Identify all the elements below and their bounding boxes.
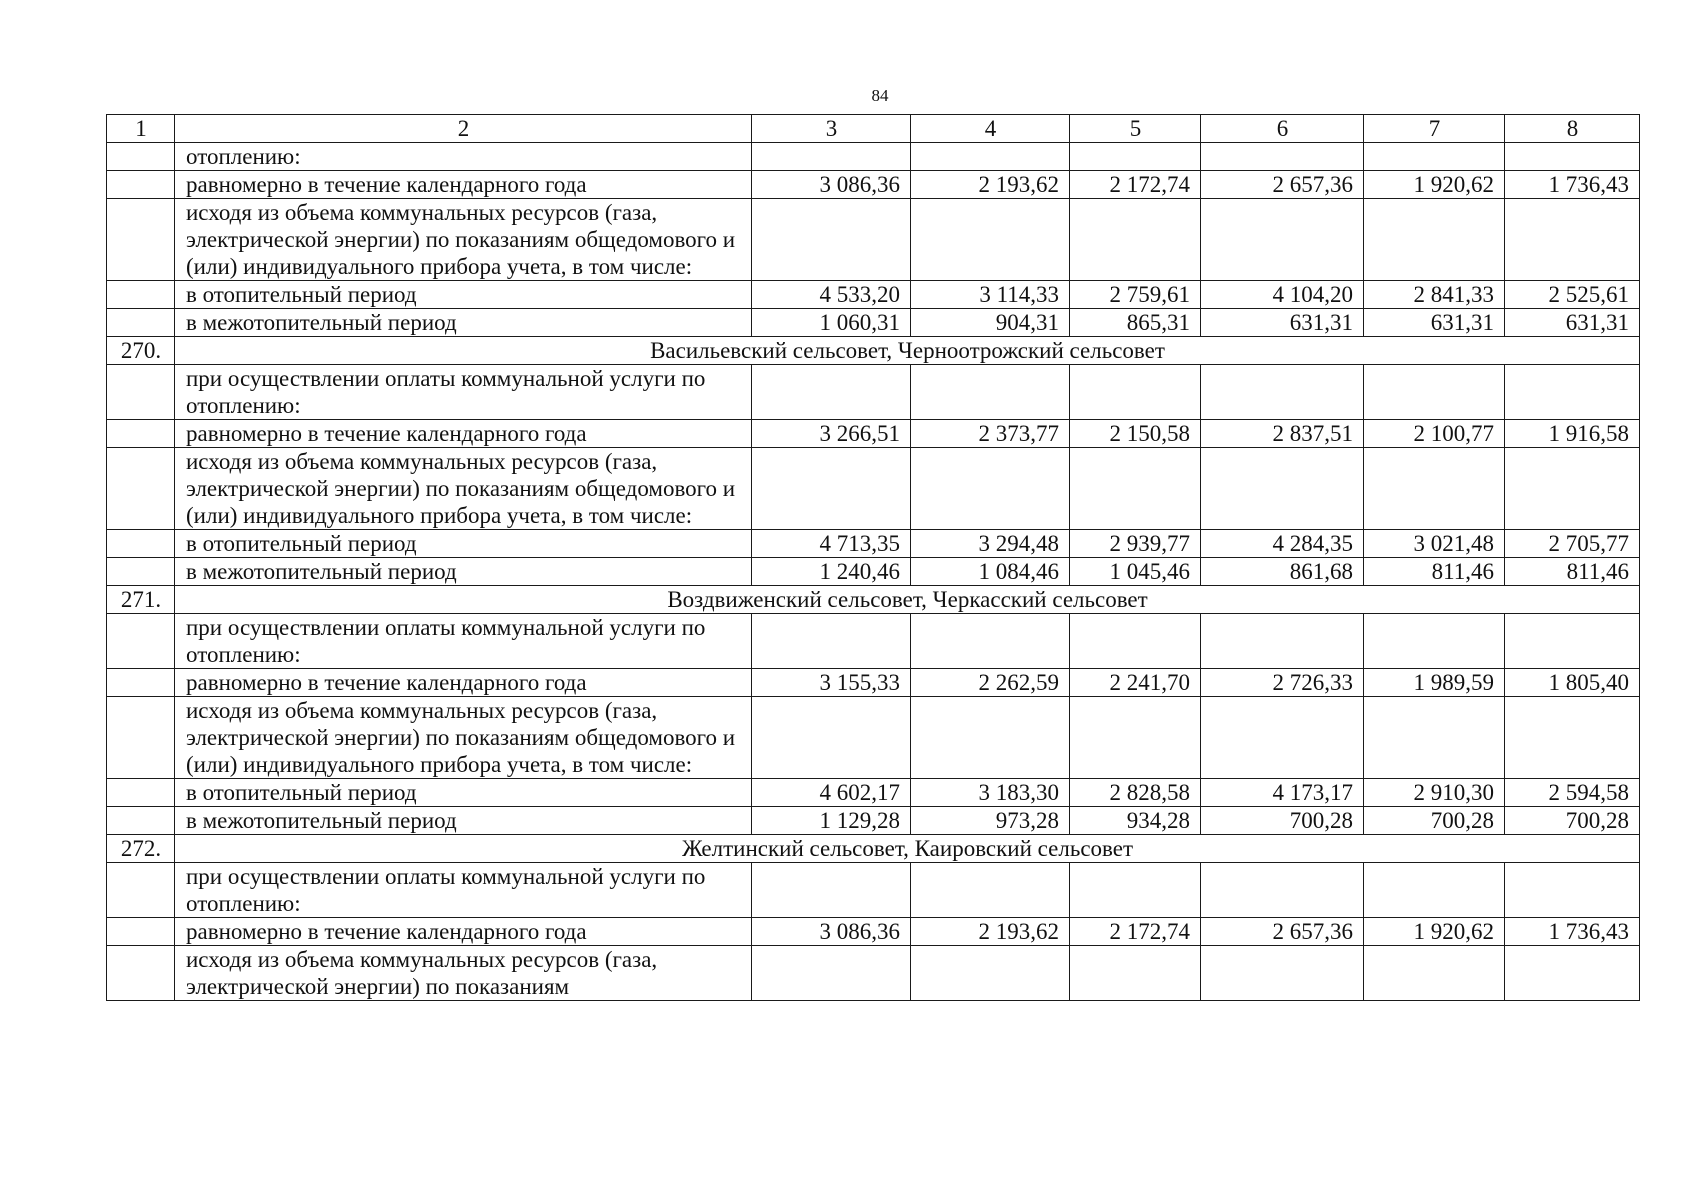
value-cell-col5: 865,31 [1070,309,1201,337]
table-row [107,779,1640,807]
column-header-5: 5 [1070,115,1201,143]
column-header-2: 2 [175,115,752,143]
value-cell-col5 [1070,946,1201,1001]
value-cell-col8 [1505,946,1640,1001]
value-cell-col7 [1364,697,1505,779]
group-row [107,835,1640,863]
header-row [107,115,1640,143]
row-number-cell [107,281,175,309]
value-cell-col6: 4 104,20 [1201,281,1364,309]
value-cell-col4 [911,614,1070,669]
row-description: в межотопительный период [175,309,752,337]
row-number-cell [107,420,175,448]
row-description: в отопительный период [175,530,752,558]
value-cell-col8: 1 736,43 [1505,918,1640,946]
value-cell-col6: 4 284,35 [1201,530,1364,558]
value-cell-col3: 4 713,35 [752,530,911,558]
column-header-7: 7 [1364,115,1505,143]
value-cell-col6: 861,68 [1201,558,1364,586]
table-row [107,614,1640,669]
value-cell-col4: 2 262,59 [911,669,1070,697]
value-cell-col7: 811,46 [1364,558,1505,586]
value-cell-col8 [1505,199,1640,281]
column-header-6: 6 [1201,115,1364,143]
value-cell-col7 [1364,946,1505,1001]
value-cell-col5: 2 172,74 [1070,171,1201,199]
table-row [107,420,1640,448]
value-cell-col6 [1201,863,1364,918]
row-number-cell [107,614,175,669]
value-cell-col5 [1070,863,1201,918]
row-number-cell [107,365,175,420]
value-cell-col4: 2 193,62 [911,918,1070,946]
value-cell-col7: 2 841,33 [1364,281,1505,309]
value-cell-col4: 2 193,62 [911,171,1070,199]
value-cell-col5: 2 150,58 [1070,420,1201,448]
row-description: исходя из объема коммунальных ресурсов (газа, электрической энергии) по показаниям [175,946,752,1001]
value-cell-col3: 3 266,51 [752,420,911,448]
value-cell-col7: 2 100,77 [1364,420,1505,448]
row-number-cell [107,171,175,199]
value-cell-col3 [752,199,911,281]
row-number-cell [107,863,175,918]
value-cell-col3 [752,143,911,171]
value-cell-col7 [1364,614,1505,669]
value-cell-col7: 1 920,62 [1364,171,1505,199]
row-number-cell [107,779,175,807]
value-cell-col3: 1 060,31 [752,309,911,337]
value-cell-col5 [1070,614,1201,669]
group-title: Желтинский сельсовет, Каировский сельсовет [175,835,1640,863]
value-cell-col4: 2 373,77 [911,420,1070,448]
value-cell-col7 [1364,448,1505,530]
value-cell-col6 [1201,946,1364,1001]
value-cell-col3: 3 155,33 [752,669,911,697]
value-cell-col5: 2 172,74 [1070,918,1201,946]
value-cell-col3: 4 533,20 [752,281,911,309]
value-cell-col8: 2 705,77 [1505,530,1640,558]
value-cell-col5: 1 045,46 [1070,558,1201,586]
value-cell-col4 [911,199,1070,281]
row-number-cell [107,946,175,1001]
row-number-cell: 270. [107,337,175,365]
value-cell-col6 [1201,614,1364,669]
value-cell-col3: 1 129,28 [752,807,911,835]
row-number-cell [107,558,175,586]
value-cell-col5: 2 241,70 [1070,669,1201,697]
row-description: при осуществлении оплаты коммунальной услуги по отоплению: [175,365,752,420]
value-cell-col4 [911,365,1070,420]
table-row [107,558,1640,586]
group-title: Васильевский сельсовет, Черноотрожский сельсовет [175,337,1640,365]
value-cell-col8: 2 525,61 [1505,281,1640,309]
value-cell-col5: 2 828,58 [1070,779,1201,807]
table-row [107,309,1640,337]
value-cell-col4: 973,28 [911,807,1070,835]
table-row [107,863,1640,918]
row-number-cell [107,807,175,835]
value-cell-col3: 4 602,17 [752,779,911,807]
value-cell-col6 [1201,143,1364,171]
value-cell-col4 [911,143,1070,171]
value-cell-col5: 2 759,61 [1070,281,1201,309]
value-cell-col6: 4 173,17 [1201,779,1364,807]
row-number-cell [107,309,175,337]
value-cell-col6: 2 657,36 [1201,171,1364,199]
value-cell-col3 [752,946,911,1001]
table-row [107,365,1640,420]
value-cell-col8 [1505,614,1640,669]
column-header-8: 8 [1505,115,1640,143]
row-description: равномерно в течение календарного года [175,669,752,697]
value-cell-col7: 1 989,59 [1364,669,1505,697]
table-row [107,918,1640,946]
row-description: исходя из объема коммунальных ресурсов (газа, электрической энергии) по показаниям общедомового и (или) индивидуального прибора учета, в том числе: [175,697,752,779]
column-header-4: 4 [911,115,1070,143]
row-description: исходя из объема коммунальных ресурсов (газа, электрической энергии) по показаниям общедомового и (или) индивидуального прибора учета, в том числе: [175,448,752,530]
value-cell-col5: 2 939,77 [1070,530,1201,558]
value-cell-col5 [1070,143,1201,171]
row-description: в межотопительный период [175,807,752,835]
value-cell-col7: 2 910,30 [1364,779,1505,807]
value-cell-col8 [1505,448,1640,530]
value-cell-col7 [1364,199,1505,281]
value-cell-col8 [1505,863,1640,918]
value-cell-col7 [1364,143,1505,171]
row-number-cell: 271. [107,586,175,614]
table-row [107,143,1640,171]
row-number-cell [107,448,175,530]
value-cell-col7: 700,28 [1364,807,1505,835]
value-cell-col8 [1505,365,1640,420]
value-cell-col3: 3 086,36 [752,918,911,946]
value-cell-col3: 1 240,46 [752,558,911,586]
value-cell-col6: 2 726,33 [1201,669,1364,697]
value-cell-col8: 811,46 [1505,558,1640,586]
value-cell-col6 [1201,199,1364,281]
row-description: равномерно в течение календарного года [175,918,752,946]
value-cell-col6: 631,31 [1201,309,1364,337]
value-cell-col8 [1505,697,1640,779]
row-number-cell [107,530,175,558]
value-cell-col6 [1201,697,1364,779]
value-cell-col5 [1070,448,1201,530]
value-cell-col3 [752,365,911,420]
row-description: отоплению: [175,143,752,171]
table-row [107,448,1640,530]
table-row [107,946,1640,1001]
column-header-1: 1 [107,115,175,143]
row-number-cell [107,669,175,697]
value-cell-col7 [1364,863,1505,918]
value-cell-col8 [1505,143,1640,171]
value-cell-col6: 2 837,51 [1201,420,1364,448]
value-cell-col8: 631,31 [1505,309,1640,337]
value-cell-col6: 2 657,36 [1201,918,1364,946]
value-cell-col6 [1201,365,1364,420]
row-description: в отопительный период [175,281,752,309]
table-row [107,807,1640,835]
value-cell-col7: 1 920,62 [1364,918,1505,946]
value-cell-col6: 700,28 [1201,807,1364,835]
row-description: в отопительный период [175,779,752,807]
value-cell-col5 [1070,697,1201,779]
value-cell-col6 [1201,448,1364,530]
value-cell-col8: 2 594,58 [1505,779,1640,807]
value-cell-col4: 904,31 [911,309,1070,337]
value-cell-col7: 3 021,48 [1364,530,1505,558]
value-cell-col3 [752,614,911,669]
value-cell-col4: 1 084,46 [911,558,1070,586]
row-description: равномерно в течение календарного года [175,420,752,448]
table-row [107,281,1640,309]
row-number-cell [107,697,175,779]
column-header-3: 3 [752,115,911,143]
table-body [107,143,1640,1001]
value-cell-col7 [1364,365,1505,420]
value-cell-col3 [752,863,911,918]
value-cell-col4 [911,863,1070,918]
page-number: 84 [871,86,889,105]
value-cell-col3 [752,448,911,530]
value-cell-col8: 1 736,43 [1505,171,1640,199]
table-row [107,697,1640,779]
value-cell-col4 [911,697,1070,779]
table-row [107,669,1640,697]
value-cell-col5 [1070,365,1201,420]
value-cell-col4: 3 294,48 [911,530,1070,558]
table-row [107,530,1640,558]
value-cell-col4: 3 114,33 [911,281,1070,309]
row-number-cell [107,918,175,946]
value-cell-col3: 3 086,36 [752,171,911,199]
row-description: равномерно в течение календарного года [175,171,752,199]
tariff-table [106,114,1640,1001]
value-cell-col4: 3 183,30 [911,779,1070,807]
value-cell-col8: 1 805,40 [1505,669,1640,697]
row-description: при осуществлении оплаты коммунальной услуги по отоплению: [175,614,752,669]
row-number-cell: 272. [107,835,175,863]
value-cell-col5 [1070,199,1201,281]
group-row [107,337,1640,365]
value-cell-col4 [911,946,1070,1001]
value-cell-col7: 631,31 [1364,309,1505,337]
value-cell-col5: 934,28 [1070,807,1201,835]
table-row [107,171,1640,199]
group-row [107,586,1640,614]
row-number-cell [107,199,175,281]
row-description: в межотопительный период [175,558,752,586]
row-description: исходя из объема коммунальных ресурсов (газа, электрической энергии) по показаниям общедомового и (или) индивидуального прибора учета, в том числе: [175,199,752,281]
table-row [107,199,1640,281]
row-description: при осуществлении оплаты коммунальной услуги по отоплению: [175,863,752,918]
value-cell-col4 [911,448,1070,530]
value-cell-col3 [752,697,911,779]
value-cell-col8: 1 916,58 [1505,420,1640,448]
row-number-cell [107,143,175,171]
value-cell-col8: 700,28 [1505,807,1640,835]
group-title: Воздвиженский сельсовет, Черкасский сельсовет [175,586,1640,614]
